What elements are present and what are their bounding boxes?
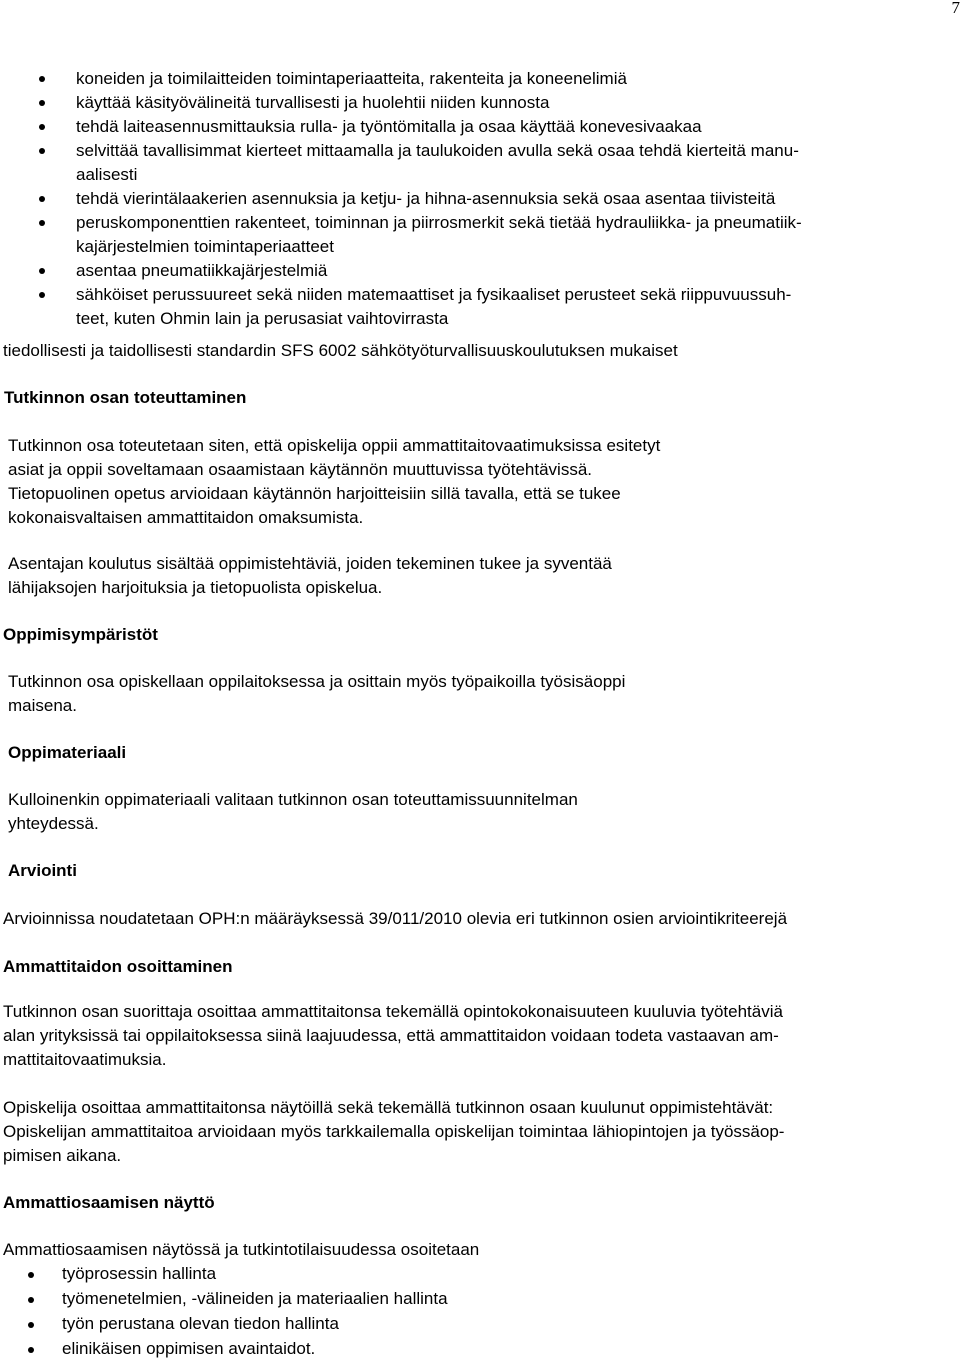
demonstration-bullet-item: elinikäisen oppimisen avaintaidot. <box>62 1337 942 1362</box>
demonstration-bullet-item: työn perustana olevan tiedon hallinta <box>62 1312 942 1337</box>
demonstration-bullet-item: työprosessin hallinta <box>62 1262 942 1287</box>
section-heading: Arviointi <box>8 861 77 880</box>
bullet-text-line: koneiden ja toimilaitteiden toimintaperiaatteita, rakenteita ja koneenelimiä <box>76 69 627 88</box>
paragraph-line: mattitaitovaatimuksia. <box>3 1050 167 1069</box>
skill-bullet-item <box>76 259 960 283</box>
bullet-text-line: kajärjestelmien toimintaperiaatteet <box>76 237 334 256</box>
paragraph-line: Kulloinenkin oppimateriaali valitaan tutkinnon osan toteuttamissuunnitelman <box>8 790 578 809</box>
bullet-text-line: selvittää tavallisimmat kierteet mittaamalla ja taulukoiden avulla sekä osaa tehdä kierteitä manu- <box>76 141 799 160</box>
paragraph-line: Arvioinnissa noudatetaan OPH:n määräyksessä 39/011/2010 olevia eri tutkinnon osien arviointikriteerejä <box>3 909 788 928</box>
demonstration-bullet-list <box>62 1262 942 1362</box>
paragraph-line: Tietopuolinen opetus arvioidaan käytännön harjoitteisiin sillä tavalla, että se tukee <box>8 484 621 503</box>
paragraph <box>8 788 578 836</box>
skill-bullet-item <box>76 115 960 139</box>
bullet-text-line: teet, kuten Ohmin lain ja perusasiat vaihtovirrasta <box>76 309 449 328</box>
bullet-text-line: aalisesti <box>76 165 138 184</box>
paragraph-line: alan yrityksissä tai oppilaitoksessa siinä laajuudessa, että ammattitaidon voidaan todeta vastaavan am- <box>3 1026 779 1045</box>
skill-bullet-item <box>76 211 960 259</box>
bullet-text-line: käyttää käsityövälineitä turvallisesti ja huolehtii niiden kunnosta <box>76 93 550 112</box>
bullet-text-line: sähköiset perussuureet sekä niiden matemaattiset ja fysikaaliset perusteet sekä riippuvuussuh- <box>76 285 792 304</box>
paragraph <box>8 670 625 718</box>
bullet-text-line: tehdä vierintälaakerien asennuksia ja ketju- ja hihna-asennuksia sekä osaa asentaa tiivisteitä <box>76 189 776 208</box>
bullet-text-line: asentaa pneumatiikkajärjestelmiä <box>76 261 328 280</box>
skill-bullet-item <box>76 283 960 331</box>
paragraph-line: Asentajan koulutus sisältää oppimistehtäviä, joiden tekeminen tukee ja syventää <box>8 554 612 573</box>
paragraph-line: Tutkinnon osa opiskellaan oppilaitoksessa ja osittain myös työpaikoilla työsisäoppi <box>8 672 626 691</box>
paragraph <box>8 552 612 600</box>
section-heading: Oppimateriaali <box>8 743 127 762</box>
section-heading: Ammattitaidon osoittaminen <box>3 957 233 976</box>
paragraph <box>3 1096 784 1168</box>
skill-bullet-item <box>76 139 960 187</box>
paragraph-line: yhteydessä. <box>8 814 99 833</box>
skill-bullet-item <box>76 91 960 115</box>
bullet-text-line: peruskomponenttien rakenteet, toiminnan ja piirrosmerkit sekä tietää hydrauliikka- ja pneumatiik- <box>76 213 802 232</box>
paragraph-line: Tutkinnon osan suorittaja osoittaa ammattitaitonsa tekemällä opintokokonaisuuteen kuuluvia työtehtäviä <box>3 1002 783 1021</box>
paragraph <box>3 1000 783 1072</box>
paragraph-line: Opiskelija osoittaa ammattitaitonsa näytöillä sekä tekemällä tutkinnon osaan kuulunut oppimistehtävät: <box>3 1098 774 1117</box>
paragraph-line: maisena. <box>8 696 77 715</box>
skill-bullet-item <box>76 187 960 211</box>
paragraph-line: Opiskelijan ammattitaitoa arvioidaan myös tarkkailemalla opiskelijan toimintaa lähiopintojen ja työssäop- <box>3 1122 785 1141</box>
section-heading: Ammattiosaamisen näyttö <box>3 1193 215 1212</box>
paragraph-line: kokonaisvaltaisen ammattitaidon omaksumista. <box>8 508 364 527</box>
paragraph-line: lähijaksojen harjoituksia ja tietopuolista opiskelua. <box>8 578 383 597</box>
skills-bullet-list <box>76 67 960 331</box>
page-number: 7 <box>951 0 960 17</box>
paragraph-line: Tutkinnon osa toteutetaan siten, että opiskelija oppii ammattitaitovaatimuksissa esitetyt <box>8 436 661 455</box>
section-heading: Tutkinnon osan toteuttaminen <box>4 388 247 407</box>
paragraph <box>8 434 660 530</box>
section-heading: Oppimisympäristöt <box>3 625 158 644</box>
paragraph <box>3 1238 479 1262</box>
demonstration-bullet-item: työmenetelmien, -välineiden ja materiaalien hallinta <box>62 1287 942 1312</box>
standard-line: tiedollisesti ja taidollisesti standardin SFS 6002 sähkötyöturvallisuuskoulutuksen mukaiset <box>3 341 678 360</box>
skill-bullet-item <box>76 67 960 91</box>
paragraph <box>3 907 787 931</box>
paragraph-line: asiat ja oppii soveltamaan osaamistaan käytännön muuttuvissa työtehtävissä. <box>8 460 592 479</box>
paragraph-line: pimisen aikana. <box>3 1146 122 1165</box>
paragraph-line: Ammattiosaamisen näytössä ja tutkintotilaisuudessa osoitetaan <box>3 1240 480 1259</box>
bullet-text-line: tehdä laiteasennusmittauksia rulla- ja työntömitalla ja osaa käyttää konevesivaakaa <box>76 117 702 136</box>
